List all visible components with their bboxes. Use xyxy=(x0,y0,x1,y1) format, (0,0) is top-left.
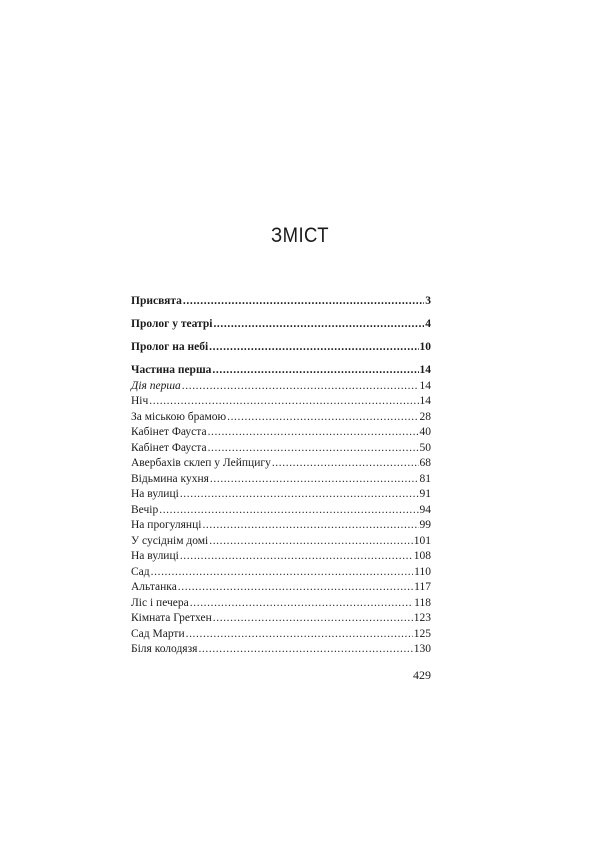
toc-entry-page: 117 xyxy=(414,581,431,593)
toc-entry xyxy=(131,518,431,534)
toc-entry-page: 14 xyxy=(419,395,431,407)
toc-entry xyxy=(131,534,431,550)
toc-entry-label: За міською брамою xyxy=(131,410,227,423)
toc-entry-label: У сусіднім домі xyxy=(131,534,209,547)
toc-entry xyxy=(131,642,431,658)
table-of-contents xyxy=(131,294,431,658)
toc-entry-label: Альтанка xyxy=(131,581,177,593)
toc-entry-label: Ніч xyxy=(131,395,149,407)
dot-leader xyxy=(272,456,419,472)
toc-entry-label: Кімната Гретхен xyxy=(131,612,212,624)
toc-entry-page: 125 xyxy=(413,627,431,640)
toc-entry-page: 14 xyxy=(419,379,431,392)
toc-entry-page: 68 xyxy=(419,457,431,469)
toc-entry-page: 130 xyxy=(413,643,431,655)
toc-entry xyxy=(131,317,431,333)
toc-entry-page: 99 xyxy=(419,519,431,531)
dot-leader xyxy=(212,363,418,379)
toc-entry-page: 10 xyxy=(419,341,431,353)
toc-entry xyxy=(131,394,431,410)
dot-leader xyxy=(190,596,413,612)
toc-entry xyxy=(131,580,431,596)
toc-entry xyxy=(131,410,431,426)
toc-entry-page: 123 xyxy=(413,612,431,624)
dot-leader xyxy=(210,472,419,488)
toc-entry-page: 118 xyxy=(414,596,431,609)
toc-entry-page: 40 xyxy=(419,426,431,438)
toc-entry xyxy=(131,565,431,581)
dot-leader xyxy=(180,549,413,565)
toc-entry-label: Кабінет Фауста xyxy=(131,441,207,454)
toc-entry-page: 91 xyxy=(419,488,431,500)
toc-entry-page: 108 xyxy=(413,550,431,562)
toc-entry-label: Ліс і печера xyxy=(131,596,189,609)
dot-leader xyxy=(149,394,418,410)
dot-leader xyxy=(178,580,413,596)
toc-entry-label: Біля колодязя xyxy=(131,643,198,655)
toc-entry xyxy=(131,363,431,379)
toc-entry-page: 4 xyxy=(425,318,431,330)
toc-entry-label: Пролог на небі xyxy=(131,341,209,353)
toc-entry-label: Частина перша xyxy=(131,364,212,376)
toc-entry-page: 101 xyxy=(413,534,431,547)
toc-entry-label: На вулиці xyxy=(131,488,179,500)
dot-leader xyxy=(227,410,418,426)
toc-entry xyxy=(131,294,431,310)
dot-leader xyxy=(186,627,413,643)
dot-leader xyxy=(213,317,424,333)
toc-entry-label: Пролог у театрі xyxy=(131,318,213,330)
toc-entry-label: Присвята xyxy=(131,295,182,307)
dot-leader xyxy=(151,565,414,581)
dot-leader xyxy=(182,379,419,395)
page-number: 429 xyxy=(413,668,431,682)
toc-entry xyxy=(131,503,431,519)
toc-entry-label: Сад Марти xyxy=(131,627,185,640)
toc-entry-label: Відьмина кухня xyxy=(131,472,209,485)
toc-entry xyxy=(131,379,431,395)
toc-entry xyxy=(131,596,431,612)
toc-entry xyxy=(131,611,431,627)
dot-leader xyxy=(202,518,418,534)
toc-entry-label: Дія перша xyxy=(131,379,181,392)
toc-entry-page: 81 xyxy=(419,472,431,485)
toc-entry xyxy=(131,441,431,457)
dot-leader xyxy=(159,503,418,519)
toc-entry-page: 3 xyxy=(425,295,431,307)
toc-entry xyxy=(131,456,431,472)
dot-leader xyxy=(209,534,413,550)
dot-leader xyxy=(183,294,424,310)
toc-entry xyxy=(131,472,431,488)
toc-entry xyxy=(131,487,431,503)
dot-leader xyxy=(213,611,413,627)
toc-entry-label: На вулиці xyxy=(131,550,179,562)
toc-entry-page: 94 xyxy=(419,503,431,516)
dot-leader xyxy=(208,425,419,441)
toc-entry-label: Кабінет Фауста xyxy=(131,426,207,438)
toc-entry xyxy=(131,340,431,356)
toc-entry-label: На прогулянці xyxy=(131,519,202,531)
toc-entry-label: Сад xyxy=(131,565,150,578)
toc-entry-page: 28 xyxy=(419,410,431,423)
page-title: ЗМІСТ xyxy=(271,224,329,247)
toc-entry-label: Вечір xyxy=(131,503,159,516)
toc-entry-label: Авербахів склеп у Лейпцигу xyxy=(131,457,271,469)
dot-leader xyxy=(198,642,412,658)
toc-entry-page: 14 xyxy=(419,364,431,376)
toc-entry-page: 110 xyxy=(414,565,431,578)
toc-entry-page: 50 xyxy=(419,441,431,454)
dot-leader xyxy=(208,441,419,457)
toc-entry xyxy=(131,549,431,565)
toc-entry xyxy=(131,627,431,643)
toc-entry xyxy=(131,425,431,441)
dot-leader xyxy=(180,487,419,503)
dot-leader xyxy=(209,340,418,356)
